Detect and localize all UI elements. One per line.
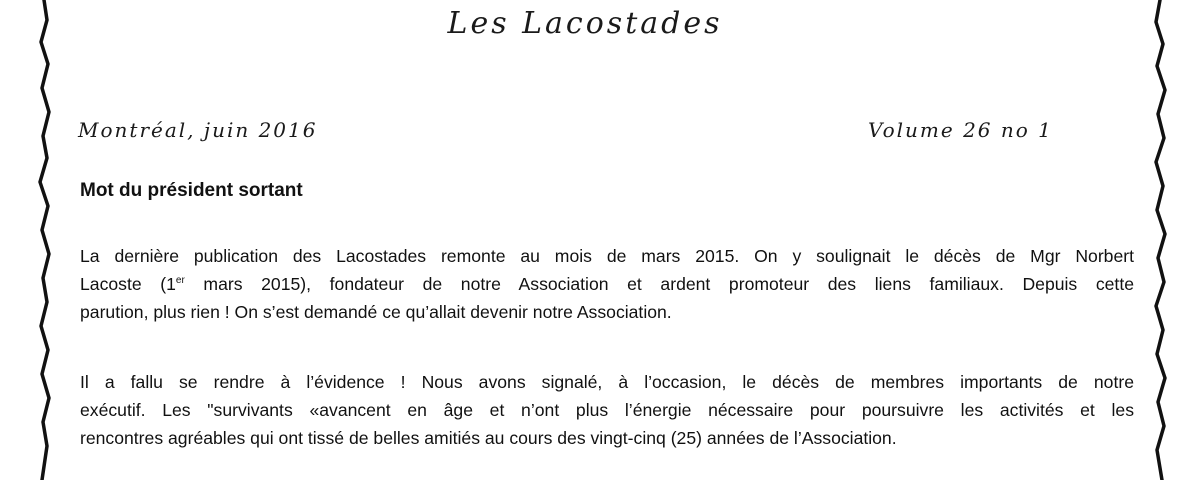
paragraph-1-line-3: parution, plus rien ! On s’est demandé ce qu’allait devenir notre Association.: [80, 302, 672, 322]
newsletter-title: Les Lacostades: [447, 6, 723, 41]
paragraph-2-line-2: exécutif. Les "survivants «avancent en âge et n’ont plus l’énergie nécessaire pour poursuivre les activités et les: [80, 400, 1134, 420]
line-2-start: Lacoste (1: [80, 274, 176, 294]
ordinal-superscript: er: [175, 275, 185, 287]
volume-number: Volume 26 no 1: [868, 118, 1053, 142]
paragraph-2: [80, 368, 1134, 452]
line-2-end: mars 2015), fondateur de notre Association et ardent promoteur des liens familiaux. Depuis cette: [184, 274, 1134, 294]
place-date: Montréal, juin 2016: [78, 118, 318, 142]
paragraph-2-line-1: Il a fallu se rendre à l’évidence ! Nous avons signalé, à l’occasion, le décès de membres importants de notre: [80, 372, 1134, 392]
paragraph-2-line-3: rencontres agréables qui ont tissé de belles amitiés au cours des vingt-cinq (25) années de l’Association.: [80, 428, 897, 448]
paragraph-1-line-1: La dernière publication des Lacostades remonte au mois de mars 2015. On y soulignait le décès de Mgr Norbert: [80, 246, 1134, 266]
paragraph-1-line-2: [80, 270, 1134, 298]
article-heading: Mot du président sortant: [80, 180, 303, 201]
paragraph-1: [80, 242, 1134, 326]
